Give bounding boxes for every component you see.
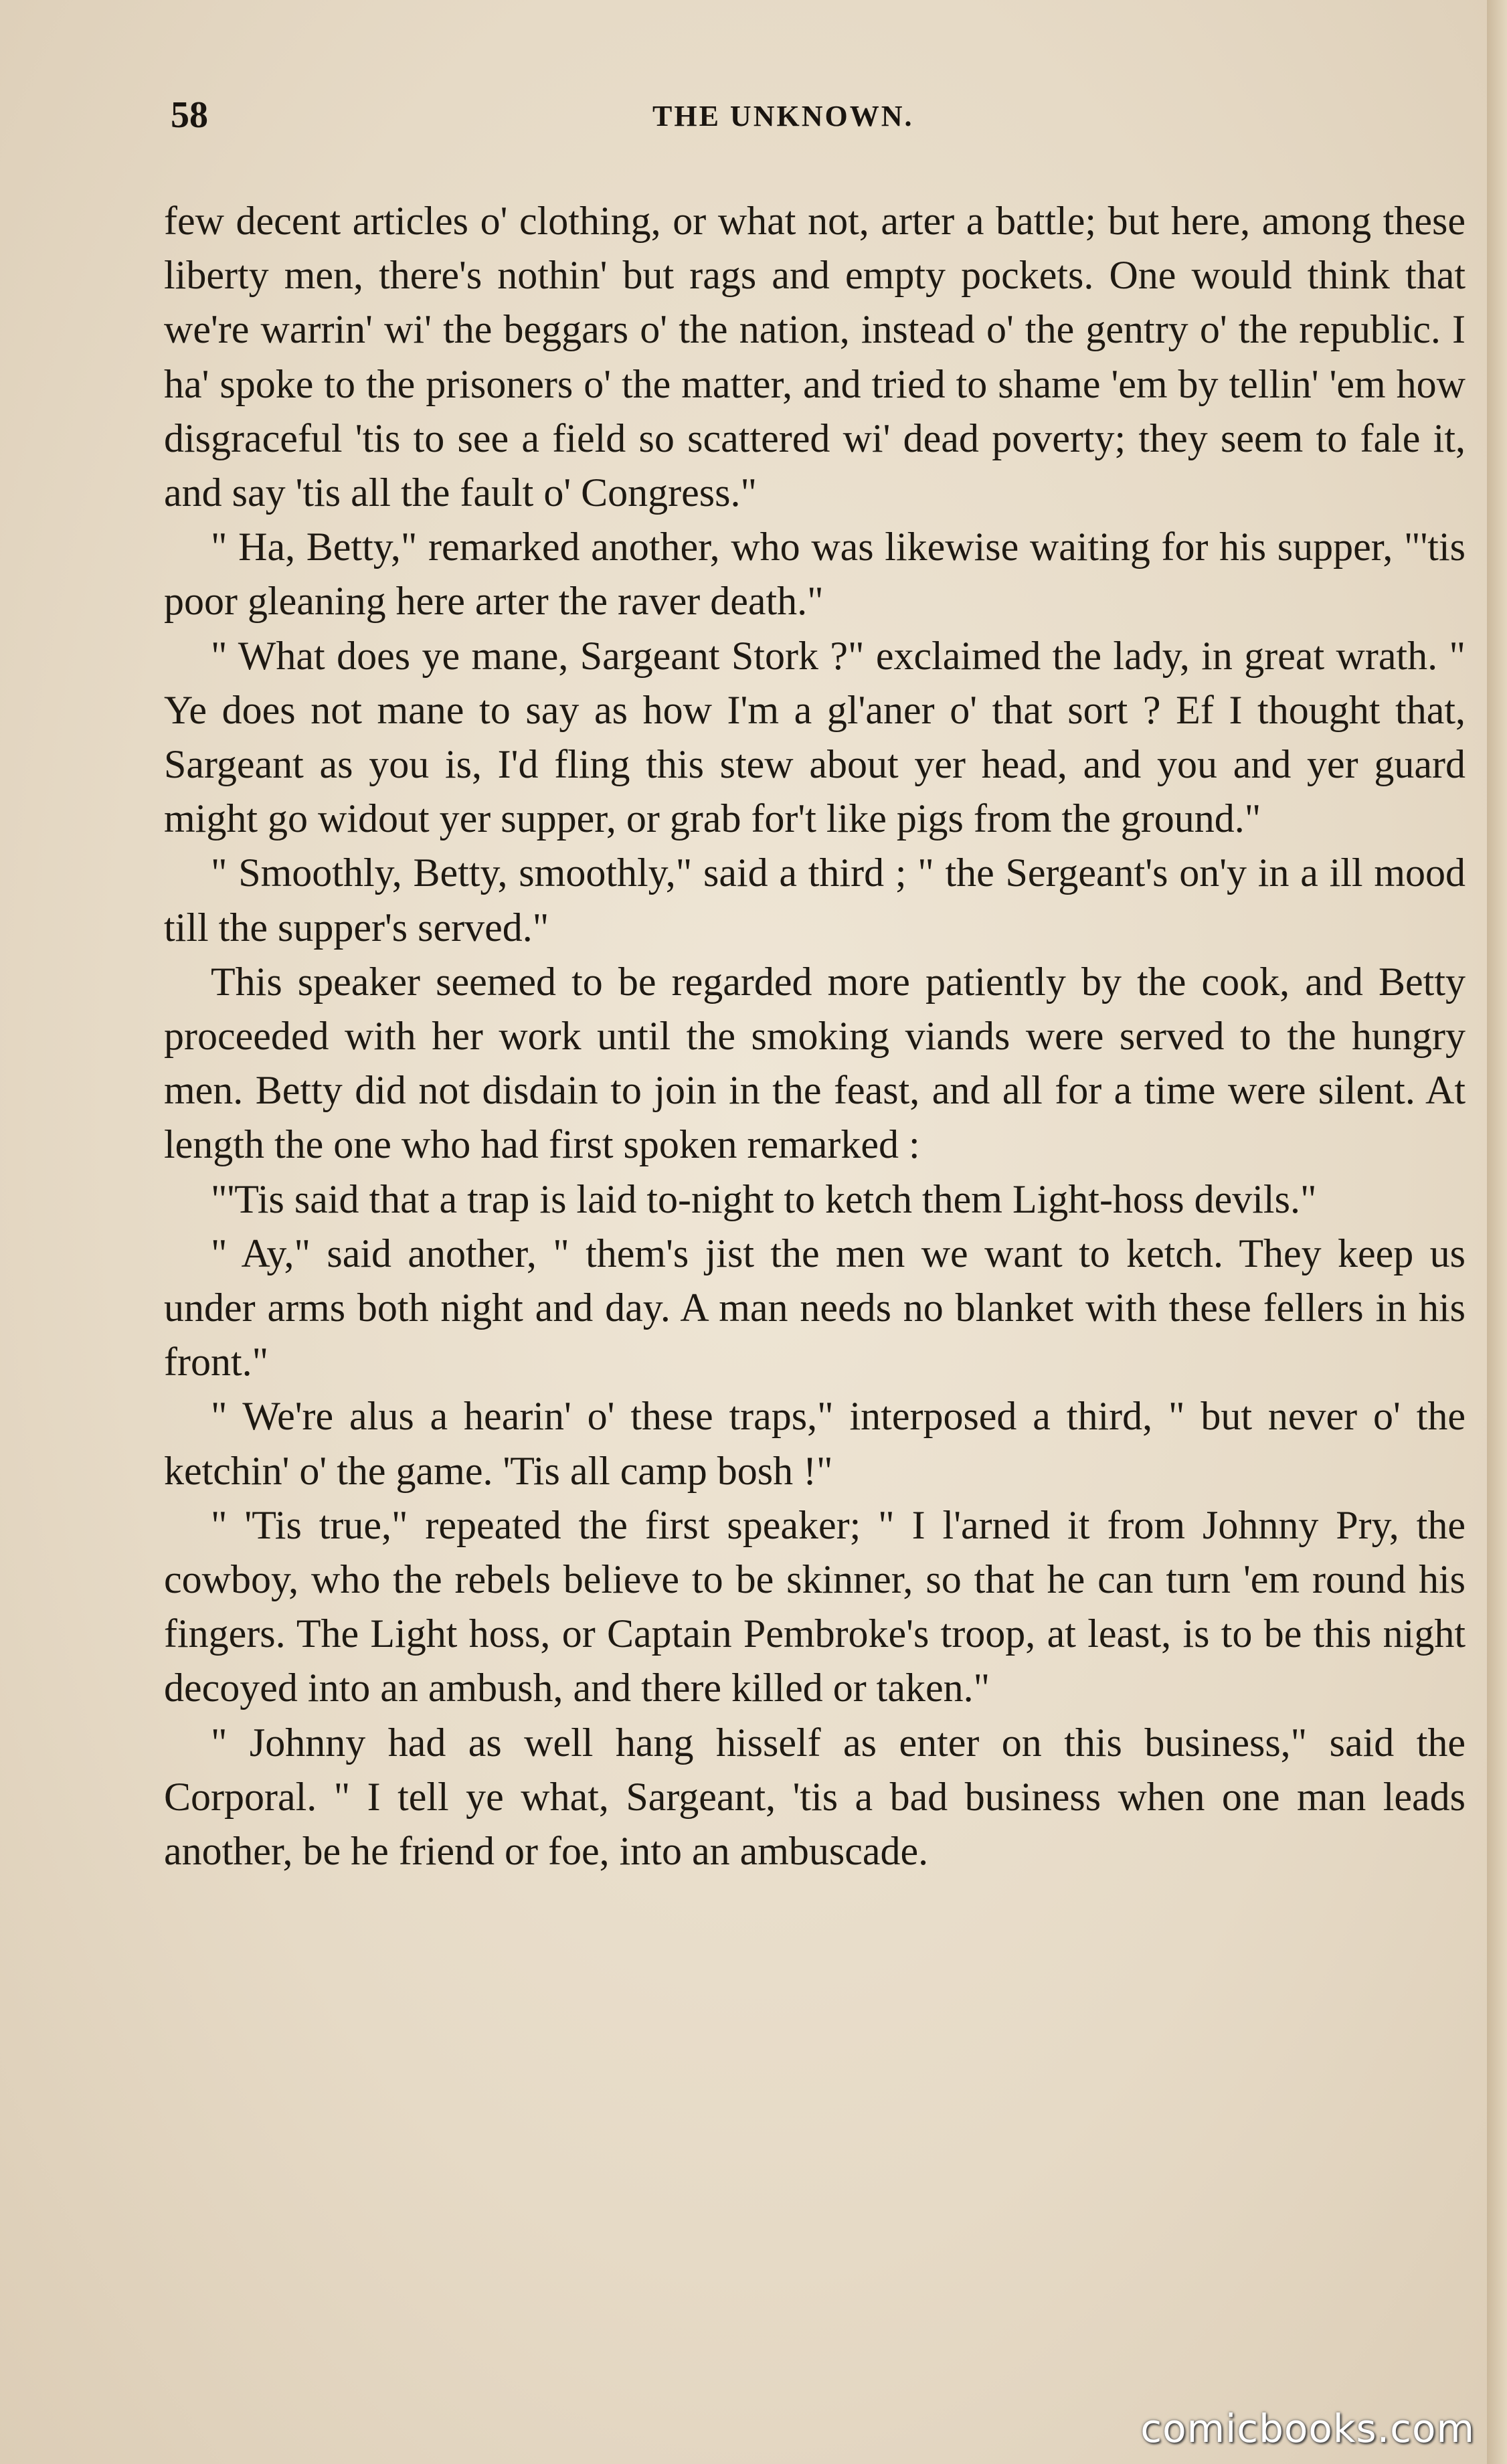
paragraph: " 'Tis true," repeated the first speaker; " I l'arned it from Johnny Pry, the cowboy, who the rebels believe to be skinner, so that he can turn 'em round his fingers. The Light hoss, or Captain Pembroke's troop, at least, is to be this night decoyed into an ambush, and there killed or taken."	[164, 1502, 1466, 1710]
body-text	[164, 194, 1466, 1878]
paragraph: " Ay," said another, " them's jist the men we want to ketch. They keep us under arms both night and day. A man needs no blanket with these fellers in his front."	[164, 1231, 1466, 1385]
page-number: 58	[171, 94, 208, 136]
paragraph: "'Tis said that a trap is laid to-night to ketch them Light-hoss devils."	[211, 1176, 1317, 1221]
running-title: THE UNKNOWN.	[652, 100, 914, 133]
paragraph: " What does ye mane, Sargeant Stork ?" exclaimed the lady, in great wrath. " Ye does not mane to say as how I'm a gl'aner o' that sort ? Ef I thought that, Sargeant as you is, I'd fling this stew about yer head, and you and yer guard might go widout yer supper, or grab for't like pigs from the ground."	[164, 633, 1466, 841]
page-edge-shadow	[1487, 0, 1507, 2464]
watermark-text: comicbooks.com	[1140, 2406, 1475, 2451]
paragraph: " Ha, Betty," remarked another, who was likewise waiting for his supper, "'tis poor gleaning here arter the raver death."	[164, 525, 1466, 624]
paragraph: This speaker seemed to be regarded more patiently by the cook, and Betty proceeded with her work until the smoking viands were served to the hungry men. Betty did not disdain to join in the feast, and all for a time were silent. At length the one who had first spoken remarked :	[164, 959, 1466, 1167]
page-header	[171, 94, 1462, 147]
paragraph: " Smoothly, Betty, smoothly," said a third ; " the Sergeant's on'y in a ill mood till the supper's served."	[164, 851, 1466, 950]
paragraph: " We're alus a hearin' o' these traps," interposed a third, " but never o' the ketchin' o' the game. 'Tis all camp bosh !"	[164, 1394, 1466, 1493]
paragraph-continued: few decent articles o' clothing, or what not, arter a battle; but here, among these liberty men, there's nothin' but rags and empty pockets. One would think that we're warrin' wi' the beggars o' the nation, instead o' the gentry o' the republic. I ha' spoke to the prisoners o' the matter, and tried to shame 'em by tellin' 'em how disgraceful 'tis to see a field so scattered wi' dead poverty; they seem to fale it, and say 'tis all the fault o' Congress."	[164, 199, 1466, 515]
paragraph: " Johnny had as well hang hisself as enter on this business," said the Corporal. " I tell ye what, Sargeant, 'tis a bad business when one man leads another, be he friend or foe, into an ambuscade.	[164, 1720, 1466, 1874]
